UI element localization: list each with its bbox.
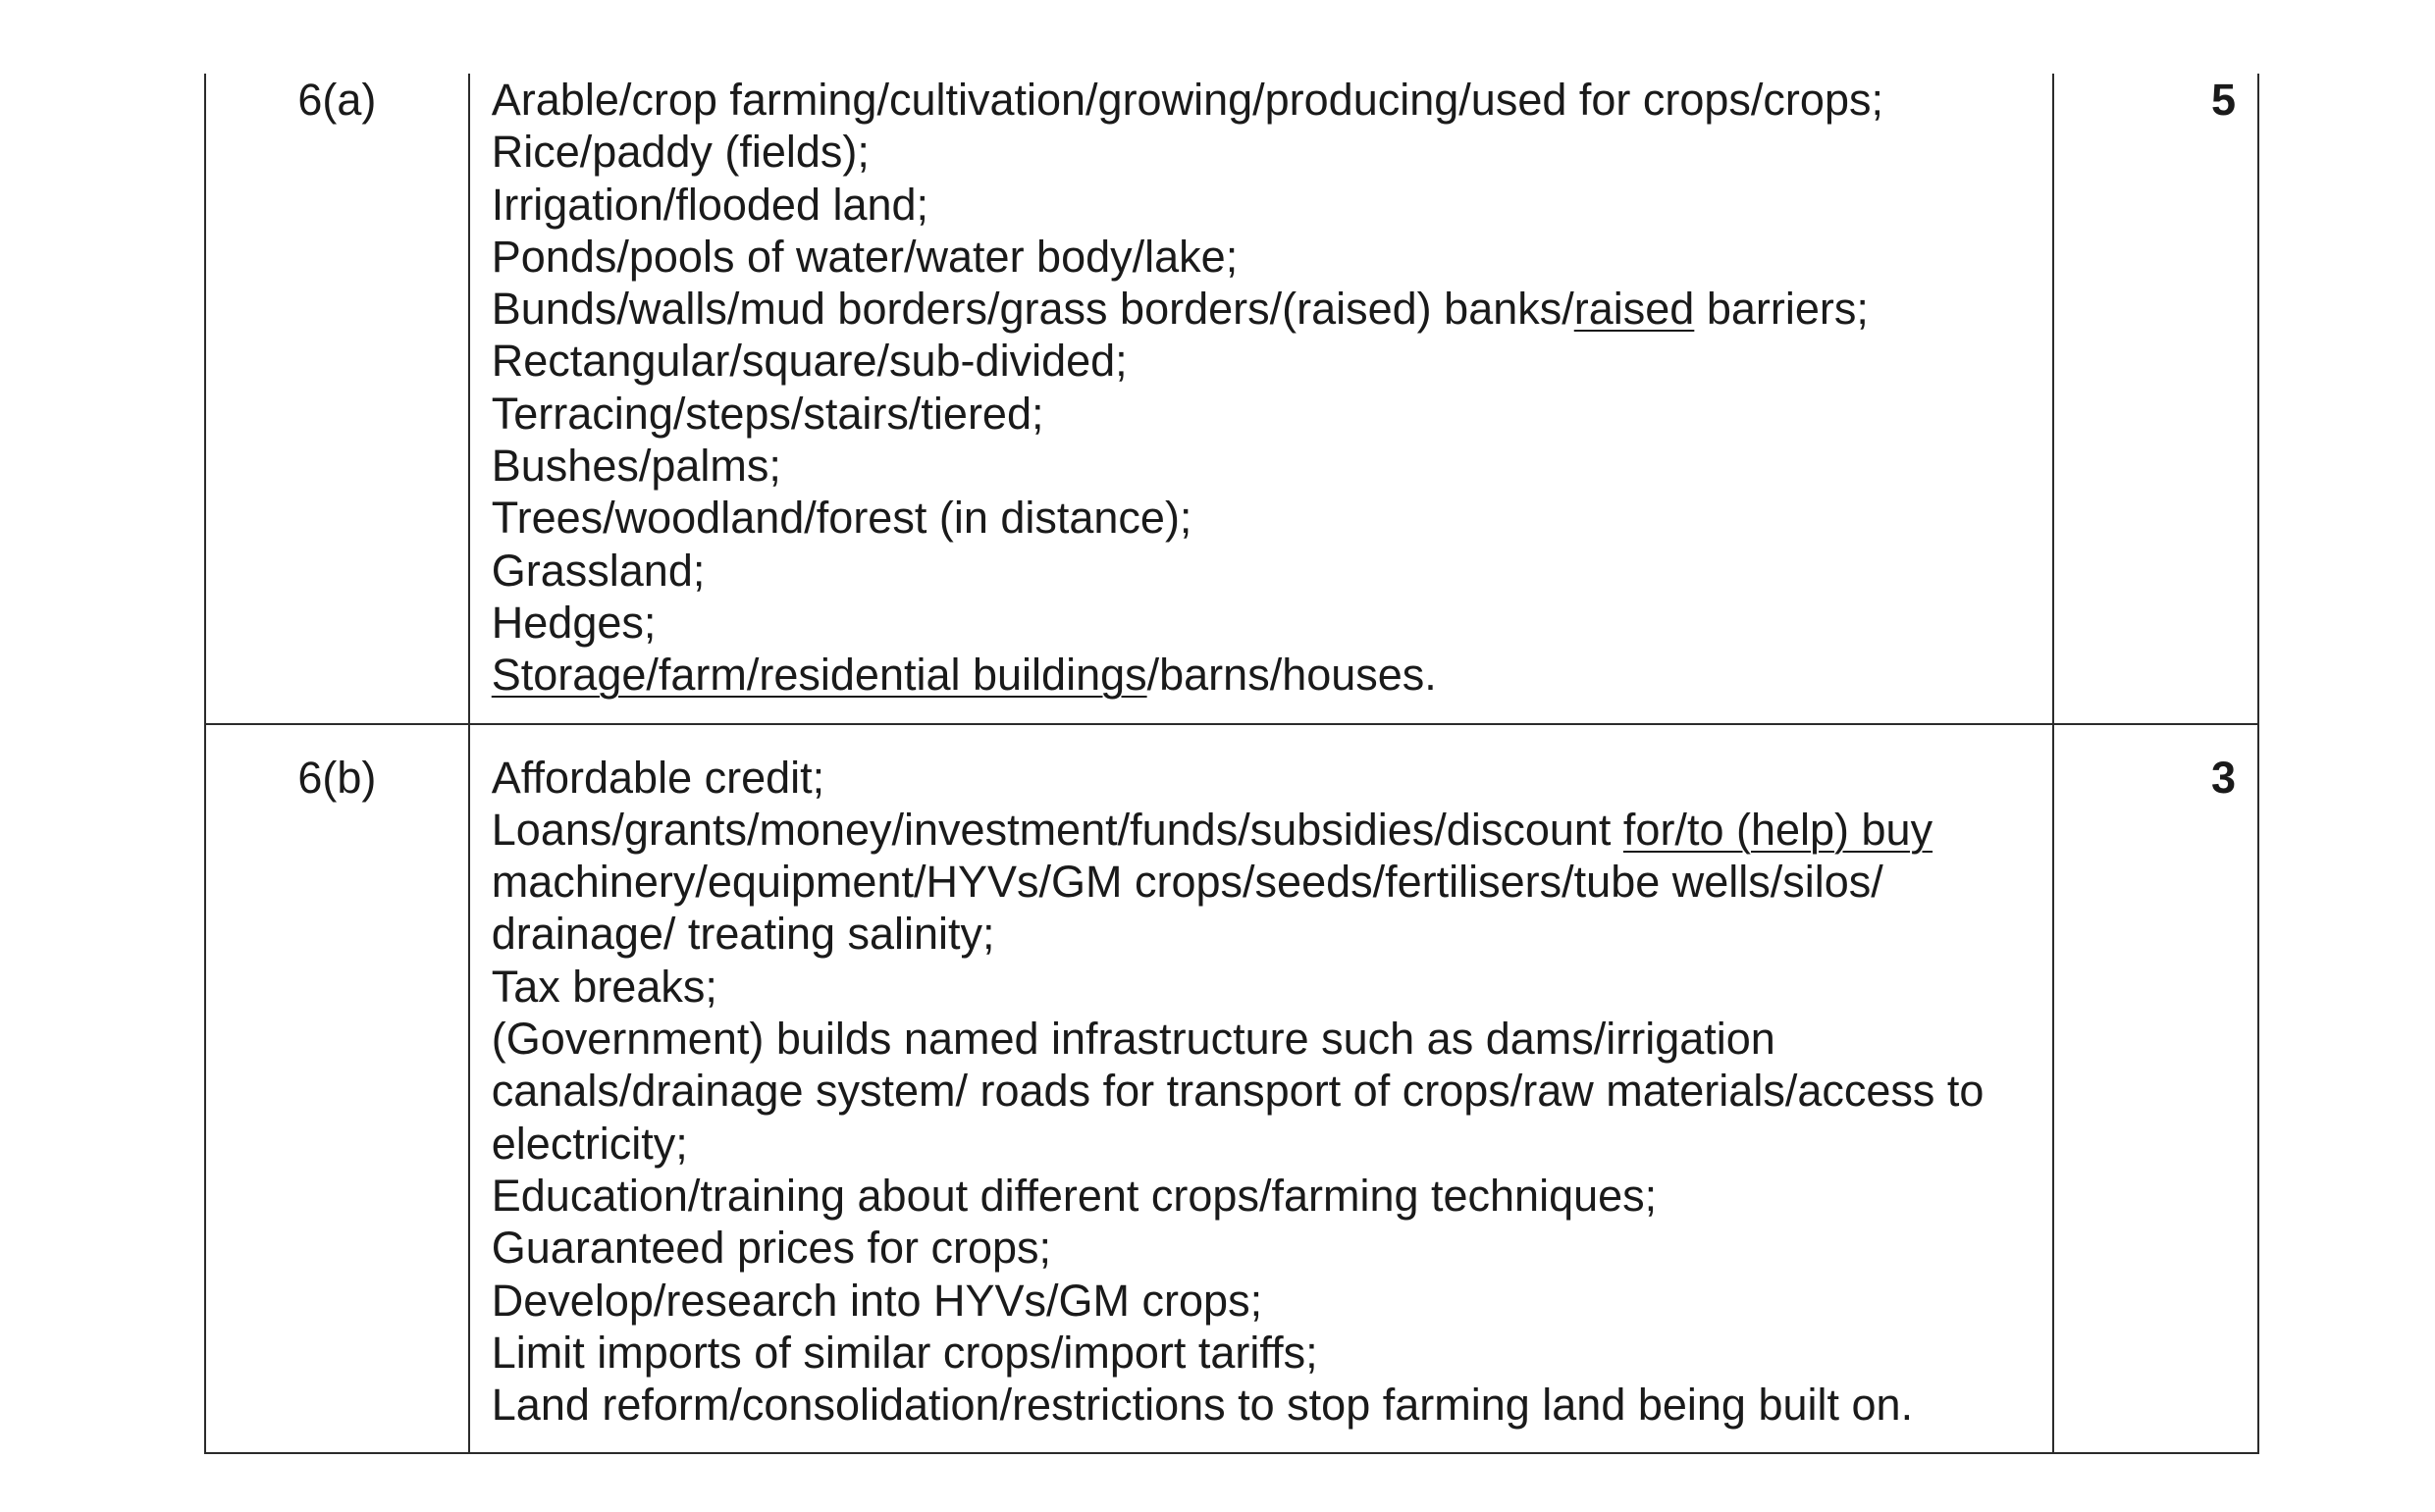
answer-line (492, 961, 2034, 1013)
underlined-text: for/to (help) buy (1622, 804, 1933, 855)
answer-line (492, 908, 2034, 960)
answer-text: (Government) builds named infrastructure such as dams/irrigation (491, 1014, 1775, 1065)
answer-text: Loans/grants/money/investment/funds/subsidies/discount (491, 804, 1623, 855)
answer-line (492, 335, 2034, 387)
question-number: 6(b) (205, 724, 469, 1454)
answer-text: Affordable credit; (491, 752, 825, 803)
underlined-text: raised (1573, 284, 1695, 335)
answer-text: Land reform/consolidation/restrictions to stop farming land being built on. (491, 1380, 1914, 1431)
answer-cell (469, 724, 2054, 1454)
answer-text: Bunds/walls/mud borders/grass borders/(raised) banks/ (491, 284, 1574, 335)
answer-line (492, 804, 2034, 856)
answer-cell (469, 74, 2054, 724)
answer-text: Hedges; (491, 597, 657, 648)
answer-line (492, 126, 2034, 178)
answer-text: Ponds/pools of water/water body/lake; (491, 231, 1239, 282)
question-number: 6(a) (205, 74, 469, 724)
answer-line (492, 1327, 2034, 1379)
answer-text: Guaranteed prices for crops; (491, 1223, 1052, 1274)
answer-text: machinery/equipment/HYVs/GM crops/seeds/fertilisers/tube wells/silos/ (491, 857, 1883, 908)
mark-scheme-body (205, 74, 2258, 1453)
answer-text: Tax breaks; (491, 961, 717, 1012)
answer-line (492, 1275, 2034, 1327)
answer-line (492, 283, 2034, 335)
answer-text: Limit imports of similar crops/import tariffs; (491, 1327, 1318, 1378)
table-row (205, 724, 2258, 1454)
answer-line (492, 545, 2034, 597)
answer-text: Bushes/palms; (491, 441, 781, 492)
answer-line (492, 649, 2034, 701)
answer-line (492, 752, 2034, 804)
answer-text: Develop/research into HYVs/GM crops; (491, 1275, 1263, 1326)
marks-value: 3 (2053, 724, 2258, 1454)
answer-line (492, 440, 2034, 492)
answer-line (492, 179, 2034, 231)
answer-line (492, 1222, 2034, 1274)
answer-text: Terracing/steps/stairs/tiered; (491, 388, 1044, 439)
answer-line (492, 1065, 2034, 1117)
answer-text: Grassland; (491, 545, 706, 596)
answer-line (492, 1379, 2034, 1431)
answer-text: Rice/paddy (fields); (491, 127, 870, 178)
answer-text: /barns/houses. (1146, 650, 1437, 701)
answer-line (492, 597, 2034, 649)
answer-line (492, 1170, 2034, 1222)
answer-text: electricity; (491, 1118, 688, 1169)
answer-text: Trees/woodland/forest (in distance); (491, 493, 1192, 544)
answer-text: Education/training about different crops/farming techniques; (491, 1170, 1658, 1221)
answer-text: Arable/crop farming/cultivation/growing/producing/used for crops/crops; (491, 75, 1883, 125)
mark-scheme-table (204, 74, 2259, 1454)
answer-line (492, 856, 2034, 908)
answer-line (492, 388, 2034, 440)
answer-line (492, 1013, 2034, 1065)
table-row (205, 74, 2258, 724)
answer-line (492, 74, 2034, 126)
answer-line (492, 492, 2034, 544)
underlined-text: Storage/farm/residential buildings (491, 650, 1147, 701)
answer-text: drainage/ treating salinity; (491, 909, 995, 960)
answer-text: Irrigation/flooded land; (491, 179, 929, 230)
answer-line (492, 1118, 2034, 1170)
marks-value: 5 (2053, 74, 2258, 724)
answer-line (492, 231, 2034, 283)
answer-text: barriers; (1694, 284, 1869, 335)
answer-text: Rectangular/square/sub-divided; (491, 336, 1128, 387)
answer-text: canals/drainage system/ roads for transport of crops/raw materials/access to (491, 1066, 1985, 1117)
